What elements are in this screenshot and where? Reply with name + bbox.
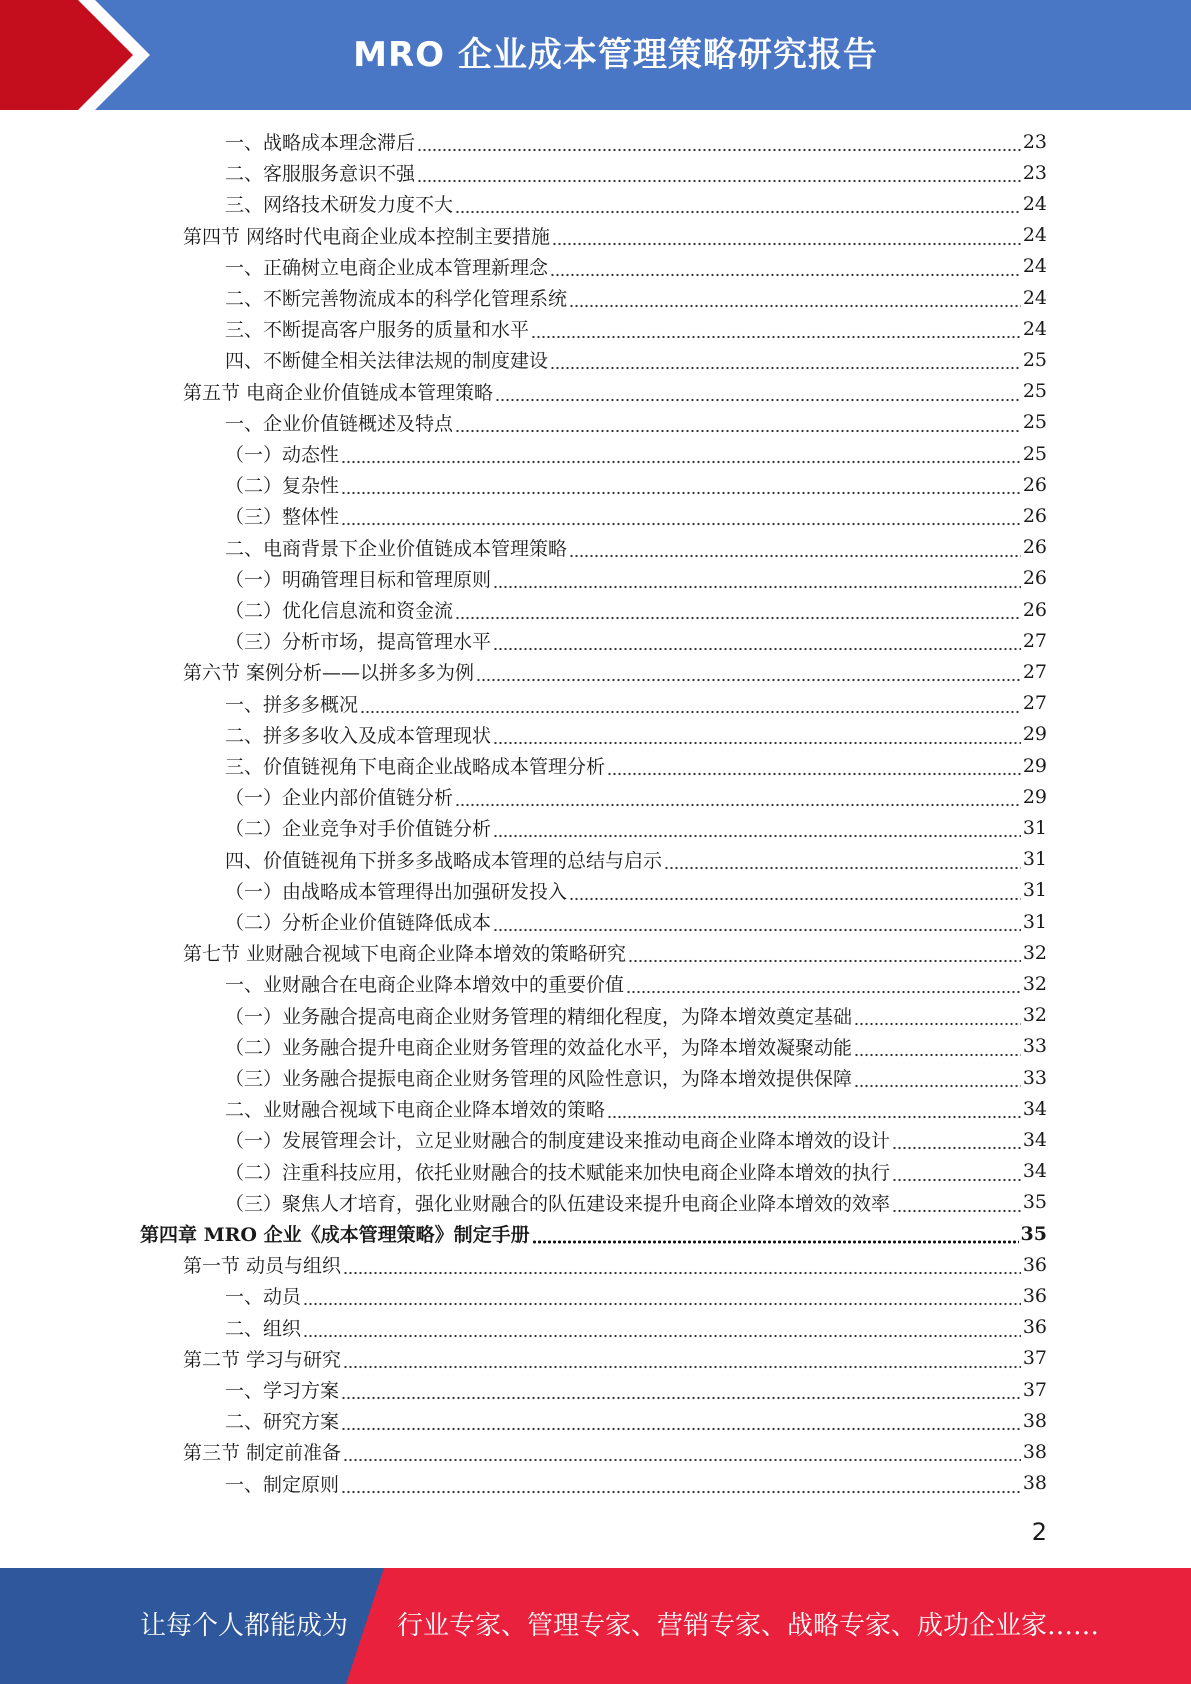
toc-dot-leader: [341, 1405, 1021, 1436]
toc-entry-label: 一、制定原则: [225, 1473, 340, 1496]
footer-slogan-left: 让每个人都能成为: [140, 1611, 349, 1641]
toc-entry-page: 26: [1022, 473, 1047, 496]
toc-dot-leader: [476, 656, 1021, 687]
toc-entry[interactable]: [225, 126, 1047, 157]
toc-entry-label: （三）整体性: [225, 506, 340, 529]
toc-entry-label: 第二节 学习与研究: [183, 1348, 342, 1371]
toc-entry[interactable]: [225, 438, 1047, 469]
toc-entry-page: 33: [1022, 1035, 1047, 1058]
toc-entry-label: （三）聚焦人才培育，强化业财融合的队伍建设来提升电商企业降本增效的效率: [225, 1192, 891, 1215]
toc-entry[interactable]: [183, 656, 1047, 687]
toc-entry[interactable]: [225, 1405, 1047, 1436]
toc-entry-page: 33: [1022, 1066, 1047, 1089]
toc-entry[interactable]: [225, 812, 1047, 843]
toc-entry-label: 二、拼多多收入及成本管理现状: [225, 724, 492, 747]
toc-entry[interactable]: [225, 750, 1047, 781]
toc-dot-leader: [854, 1000, 1021, 1031]
toc-entry-label: 一、动员: [225, 1286, 302, 1309]
toc-entry[interactable]: [183, 220, 1047, 251]
toc-entry-page: 25: [1022, 380, 1047, 403]
toc-dot-leader: [341, 500, 1021, 531]
toc-entry-label: （一）业务融合提高电商企业财务管理的精细化程度，为降本增效奠定基础: [225, 1005, 853, 1028]
toc-entry[interactable]: [183, 376, 1047, 407]
toc-entry[interactable]: [225, 1468, 1047, 1499]
toc-dot-leader: [854, 1031, 1021, 1062]
toc-entry-label: 第四节 网络时代电商企业成本控制主要措施: [183, 225, 551, 248]
toc-entry[interactable]: [225, 563, 1047, 594]
toc-dot-leader: [569, 875, 1021, 906]
toc-entry-label: 一、战略成本理念滞后: [225, 132, 416, 154]
toc-dot-leader: [607, 1093, 1021, 1124]
toc-entry-page: 37: [1022, 1378, 1047, 1401]
toc-entry-label: （二）复杂性: [225, 475, 340, 498]
page-footer: [0, 1568, 1191, 1684]
toc-dot-leader: [552, 220, 1021, 251]
toc-entry-label: 一、业财融合在电商企业降本增效中的重要价值: [225, 974, 625, 997]
toc-entry-label: 第六节 案例分析——以拼多多为例: [183, 662, 475, 685]
toc-dot-leader: [303, 1280, 1021, 1311]
toc-entry[interactable]: [225, 1062, 1047, 1093]
toc-entry-page: 31: [1022, 910, 1047, 933]
toc-entry-label: （二）注重科技应用，依托业财融合的技术赋能来加快电商企业降本增效的执行: [225, 1161, 891, 1184]
toc-dot-leader: [628, 937, 1021, 968]
toc-entry[interactable]: [225, 1187, 1047, 1218]
toc-entry-label: （二）分析企业价值链降低成本: [225, 912, 492, 934]
toc-dot-leader: [360, 688, 1021, 719]
toc-dot-leader: [550, 251, 1021, 282]
toc-dot-leader: [455, 781, 1021, 812]
toc-entry-label: 一、正确树立电商企业成本管理新理念: [225, 256, 549, 279]
document-title: MRO 企业成本管理策略研究报告: [353, 35, 878, 75]
toc-entry[interactable]: [225, 282, 1047, 313]
toc-dot-leader: [607, 750, 1021, 781]
toc-entry-label: （二）业务融合提升电商企业财务管理的效益化水平，为降本增效凝聚动能: [225, 1036, 853, 1059]
toc-entry-label: 四、不断健全相关法律法规的制度建设: [225, 350, 549, 373]
toc-entry[interactable]: [225, 968, 1047, 999]
toc-entry-page: 32: [1022, 1004, 1047, 1027]
toc-dot-leader: [550, 344, 1021, 375]
toc-entry-page: 34: [1022, 1128, 1047, 1151]
toc-entry[interactable]: [225, 469, 1047, 500]
toc-entry[interactable]: [183, 937, 1047, 968]
toc-entry-page: 24: [1022, 192, 1047, 215]
toc-entry-page: 25: [1022, 442, 1047, 465]
toc-entry-page: 34: [1022, 1160, 1047, 1183]
toc-dot-leader: [493, 812, 1021, 843]
toc-entry-label: （三）分析市场，提高管理水平: [225, 631, 492, 654]
toc-entry-page: 26: [1022, 598, 1047, 621]
toc-entry[interactable]: [225, 1280, 1047, 1311]
toc-dot-leader: [493, 625, 1021, 656]
toc-entry-label: （一）发展管理会计，立足业财融合的制度建设来推动电商企业降本增效的设计: [225, 1130, 891, 1153]
toc-entry[interactable]: [225, 1156, 1047, 1187]
toc-dot-leader: [664, 844, 1021, 875]
toc-entry-label: （三）业务融合提振电商企业财务管理的风险性意识，为降本增效提供保障: [225, 1068, 853, 1090]
toc-dot-leader: [303, 1312, 1021, 1343]
toc-dot-leader: [892, 1124, 1021, 1155]
toc-dot-leader: [341, 1374, 1021, 1405]
toc-entry-label: （二）企业竞争对手价值链分析: [225, 818, 492, 841]
toc-entry-page: 27: [1022, 629, 1047, 652]
toc-entry[interactable]: [225, 157, 1047, 188]
toc-dot-leader: [493, 563, 1021, 594]
page-header: [0, 0, 1191, 110]
toc-entry-page: 23: [1022, 130, 1047, 153]
toc-dot-leader: [892, 1187, 1021, 1218]
toc-entry-page: 24: [1022, 224, 1047, 247]
toc-dot-leader: [417, 126, 1021, 157]
toc-entry-page: 36: [1022, 1284, 1047, 1307]
toc-dot-leader: [341, 438, 1021, 469]
toc-entry-page: 26: [1022, 536, 1047, 559]
toc-dot-leader: [343, 1343, 1021, 1374]
toc-entry[interactable]: [225, 781, 1047, 812]
toc-dot-leader: [455, 188, 1021, 219]
toc-entry-page: 24: [1022, 317, 1047, 340]
toc-entry-page: 23: [1022, 161, 1047, 184]
toc-entry-label: 三、网络技术研发力度不大: [225, 194, 454, 217]
toc-entry[interactable]: [225, 1312, 1047, 1343]
toc-entry[interactable]: [225, 1031, 1047, 1062]
page-number: 2: [1031, 1518, 1047, 1546]
toc-entry[interactable]: [225, 625, 1047, 656]
toc-entry-label: 二、业财融合视域下电商企业降本增效的策略: [225, 1099, 606, 1122]
toc-entry-label: 四、价值链视角下拼多多战略成本管理的总结与启示: [225, 849, 663, 872]
toc-entry[interactable]: [225, 500, 1047, 531]
toc-entry-page: 26: [1022, 504, 1047, 527]
toc-entry-label: 第三节 制定前准备: [183, 1442, 342, 1465]
footer-slogan-right: 行业专家、管理专家、营销专家、战略专家、成功企业家……: [397, 1611, 1100, 1641]
toc-dot-leader: [569, 282, 1021, 313]
toc-dot-leader: [493, 719, 1021, 750]
toc-entry-label: 第五节 电商企业价值链成本管理策略: [183, 381, 494, 404]
toc-dot-leader: [343, 1436, 1021, 1467]
toc-entry-page: 31: [1022, 816, 1047, 839]
toc-entry-label: 二、研究方案: [225, 1411, 340, 1434]
toc-entry-page: 25: [1022, 411, 1047, 434]
toc-entry-label: 三、不断提高客户服务的质量和水平: [225, 319, 530, 342]
toc-entry[interactable]: [225, 688, 1047, 719]
toc-entry[interactable]: [225, 719, 1047, 750]
toc-entry-label: 二、组织: [225, 1317, 302, 1340]
toc-entry-page: 31: [1022, 848, 1047, 871]
toc-entry-label: 一、企业价值链概述及特点: [225, 412, 454, 435]
toc-entry[interactable]: [225, 1093, 1047, 1124]
toc-entry-label: （一）明确管理目标和管理原则: [225, 568, 492, 591]
toc-dot-leader: [455, 407, 1021, 438]
toc-entry-page: 34: [1022, 1097, 1047, 1120]
toc-dot-leader: [626, 968, 1021, 999]
toc-dot-leader: [493, 906, 1021, 937]
toc-entry[interactable]: [225, 906, 1047, 937]
toc-entry-page: 29: [1022, 754, 1047, 777]
toc-entry-page: 29: [1022, 785, 1047, 808]
toc-entry-label: 第一节 动员与组织: [183, 1255, 342, 1278]
toc-entry-page: 32: [1022, 972, 1047, 995]
toc-entry-page: 35: [1020, 1222, 1047, 1245]
toc-dot-leader: [455, 594, 1021, 625]
toc-dot-leader: [854, 1062, 1021, 1093]
toc-entry-label: 二、不断完善物流成本的科学化管理系统: [225, 288, 568, 310]
toc-entry[interactable]: [225, 251, 1047, 282]
toc-entry[interactable]: [225, 407, 1047, 438]
toc-entry[interactable]: [225, 594, 1047, 625]
toc-entry[interactable]: [183, 1343, 1047, 1374]
toc-entry-label: （二）优化信息流和资金流: [225, 600, 454, 622]
toc-entry[interactable]: [225, 1124, 1047, 1155]
toc-entry-page: 27: [1022, 692, 1047, 715]
toc-entry-label: 一、学习方案: [225, 1380, 340, 1402]
toc-entry-page: 38: [1022, 1472, 1047, 1495]
toc-entry[interactable]: [225, 875, 1047, 906]
toc-entry-label: 三、价值链视角下电商企业战略成本管理分析: [225, 756, 606, 778]
toc-entry-page: 37: [1022, 1347, 1047, 1370]
toc-entry[interactable]: [183, 1436, 1047, 1467]
toc-entry-page: 27: [1022, 660, 1047, 683]
toc-entry-label: 一、拼多多概况: [225, 693, 359, 716]
toc-entry[interactable]: [140, 1218, 1047, 1249]
toc-entry-page: 25: [1022, 348, 1047, 371]
toc-entry[interactable]: [225, 1374, 1047, 1405]
toc-entry[interactable]: [225, 844, 1047, 875]
toc-dot-leader: [341, 469, 1021, 500]
toc-entry-page: 36: [1022, 1253, 1047, 1276]
toc-entry-page: 38: [1022, 1409, 1047, 1432]
toc-entry-label: 第四章 MRO 企业《成本管理策略》制定手册: [140, 1224, 530, 1246]
toc-entry-label: （一）由战略成本管理得出加强研发投入: [225, 880, 568, 903]
toc-dot-leader: [495, 376, 1021, 407]
toc-entry-label: （一）动态性: [225, 444, 340, 466]
toc-dot-leader: [343, 1249, 1021, 1280]
toc-entry[interactable]: [225, 532, 1047, 563]
toc-entry-page: 29: [1022, 723, 1047, 746]
toc-entry[interactable]: [225, 1000, 1047, 1031]
toc-entry[interactable]: [225, 344, 1047, 375]
toc-entry-label: 二、电商背景下企业价值链成本管理策略: [225, 537, 568, 560]
toc-dot-leader: [569, 532, 1021, 563]
toc-dot-leader: [341, 1468, 1021, 1499]
toc-entry[interactable]: [225, 188, 1047, 219]
toc-entry-page: 31: [1022, 879, 1047, 902]
toc-entry-page: 24: [1022, 286, 1047, 309]
toc-entry-page: 24: [1022, 255, 1047, 278]
toc-dot-leader: [892, 1156, 1021, 1187]
toc-dot-leader: [531, 313, 1021, 344]
toc-dot-leader: [532, 1218, 1019, 1249]
toc-dot-leader: [417, 157, 1021, 188]
toc-entry[interactable]: [183, 1249, 1047, 1280]
toc-entry-page: 36: [1022, 1316, 1047, 1339]
toc-entry-page: 26: [1022, 567, 1047, 590]
toc-entry-page: 32: [1022, 941, 1047, 964]
toc-entry-page: 35: [1022, 1191, 1047, 1214]
toc-entry-label: 第七节 业财融合视域下电商企业降本增效的策略研究: [183, 943, 627, 966]
toc-entry-label: 二、客服服务意识不强: [225, 163, 416, 186]
toc-entry-page: 38: [1022, 1440, 1047, 1463]
toc-entry[interactable]: [225, 313, 1047, 344]
toc-entry-label: （一）企业内部价值链分析: [225, 787, 454, 810]
